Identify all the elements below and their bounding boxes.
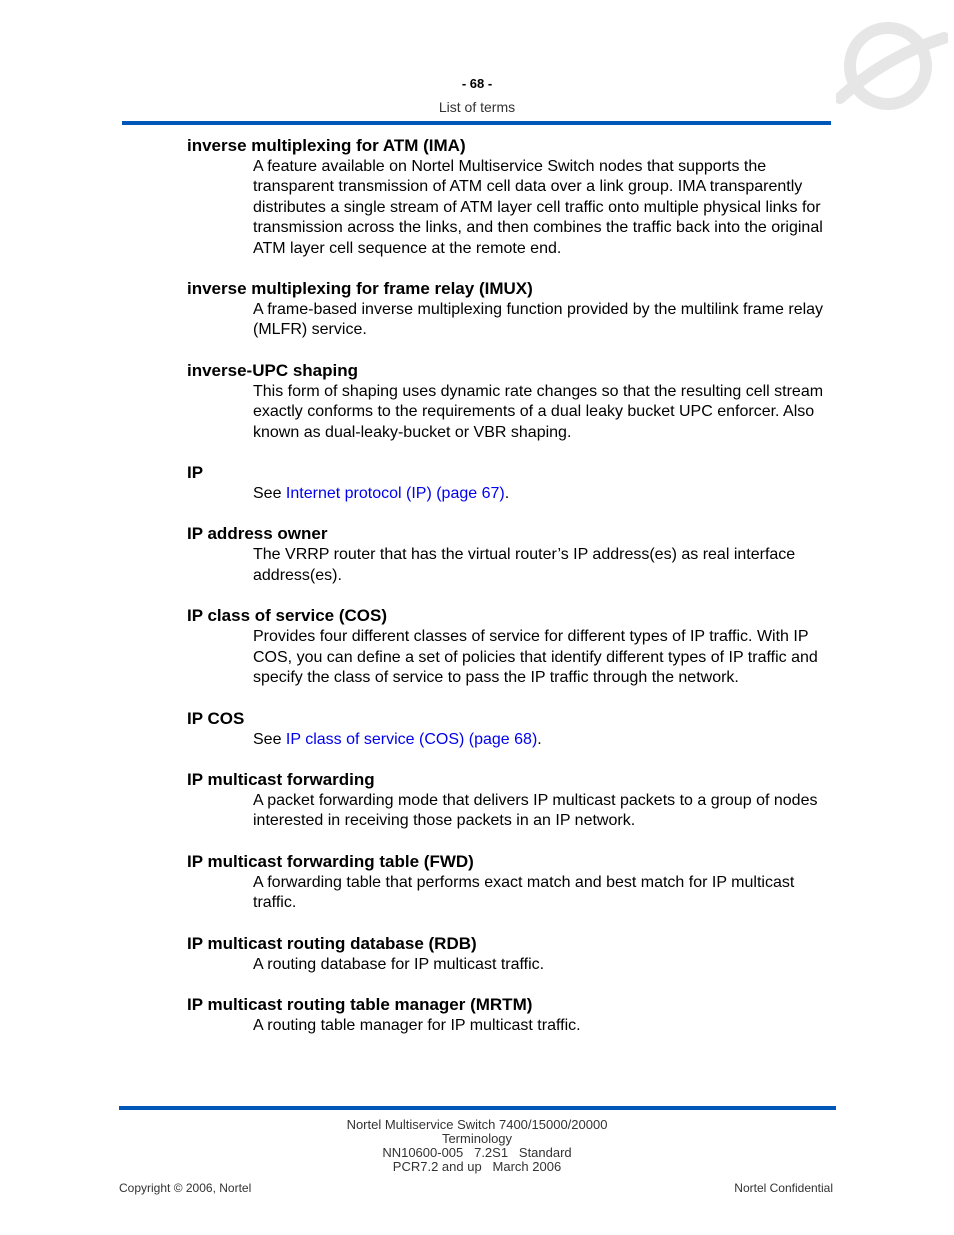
copyright-text: Copyright © 2006, Nortel: [119, 1181, 252, 1195]
see-suffix: .: [537, 730, 542, 748]
glossary-entry: [187, 851, 837, 914]
glossary-definition: A packet forwarding mode that delivers IP multicast packets to a group of nodes interested in receiving those packets in an IP network.: [253, 791, 818, 830]
header-rule: [122, 121, 831, 125]
glossary-entry: [187, 462, 837, 504]
glossary-entry: [187, 933, 837, 975]
glossary-definition: A feature available on Nortel Multiservice Switch nodes that supports the transparent transmission of ATM cell data over a link group. IMA transparently distributes a single stream of ATM layer cell traffic onto multiple physical links for transmission across the links, and then combines the traffic back into the original ATM layer cell sequence at the remote end.: [253, 158, 823, 257]
glossary-definition: Provides four different classes of service for different types of IP traffic. With IP COS, you can define a set of policies that identify different types of IP traffic and specify the class of service to pass the IP traffic through the network.: [253, 628, 818, 687]
glossary-term: IP COS: [187, 708, 245, 728]
glossary-definition: The VRRP router that has the virtual router’s IP address(es) as real interface address(es).: [253, 546, 796, 584]
cross-reference-link[interactable]: Internet protocol (IP) (page 67): [285, 485, 505, 503]
glossary-definition: A forwarding table that performs exact match and best match for IP multicast traffic.: [253, 873, 795, 912]
glossary-term: IP multicast forwarding: [187, 769, 375, 789]
glossary-definition: [253, 484, 837, 504]
cross-reference-link[interactable]: IP class of service (COS) (page 68): [285, 730, 538, 748]
footer-doc-title: Terminology: [441, 1131, 513, 1146]
see-prefix: See: [253, 730, 286, 748]
glossary-entry: [187, 523, 837, 586]
section-title: List of terms: [438, 99, 516, 115]
footer-product: Nortel Multiservice Switch 7400/15000/20000: [346, 1117, 608, 1132]
glossary-term: IP class of service (COS): [187, 606, 388, 626]
glossary-definition: A frame-based inverse multiplexing function provided by the multilink frame relay (MLFR) service.: [253, 301, 824, 339]
glossary-entry: [187, 278, 837, 341]
glossary-term: IP multicast routing database (RDB): [187, 933, 477, 953]
footer-info: [0, 1118, 954, 1174]
see-prefix: See: [253, 485, 286, 503]
glossary-term: inverse multiplexing for ATM (IMA): [187, 136, 466, 155]
see-suffix: .: [504, 485, 510, 503]
glossary-term: IP multicast routing table manager (MRTM): [187, 994, 533, 1014]
glossary-list: [187, 135, 837, 1055]
glossary-term: IP multicast forwarding table (FWD): [187, 851, 474, 871]
glossary-entry: [187, 135, 837, 259]
glossary-entry: [187, 708, 837, 750]
glossary-entry: [187, 769, 837, 832]
glossary-term: inverse multiplexing for frame relay (IMUX): [187, 279, 533, 299]
glossary-entry: [187, 994, 837, 1036]
glossary-entry: [187, 360, 837, 443]
footer-doc-number: NN10600-005 7.2S1 Standard: [382, 1145, 572, 1160]
glossary-entry: [187, 605, 837, 688]
glossary-definition: [253, 730, 837, 750]
confidential-label: Nortel Confidential: [734, 1181, 833, 1195]
glossary-term: IP: [187, 463, 204, 483]
glossary-definition: This form of shaping uses dynamic rate changes so that the resulting cell stream exactly conforms to the requirements of a dual leaky bucket UPC enforcer. Also known as dual-leaky-bucket or VBR shaping.: [253, 382, 824, 441]
footer-release: PCR7.2 and up March 2006: [392, 1159, 562, 1174]
glossary-definition: A routing database for IP multicast traffic.: [253, 955, 545, 973]
glossary-term: IP address owner: [187, 524, 328, 544]
glossary-definition: A routing table manager for IP multicast traffic.: [253, 1016, 581, 1034]
glossary-term: inverse-UPC shaping: [187, 360, 358, 380]
page-number: - 68 -: [461, 76, 493, 91]
footer-rule: [119, 1106, 836, 1110]
